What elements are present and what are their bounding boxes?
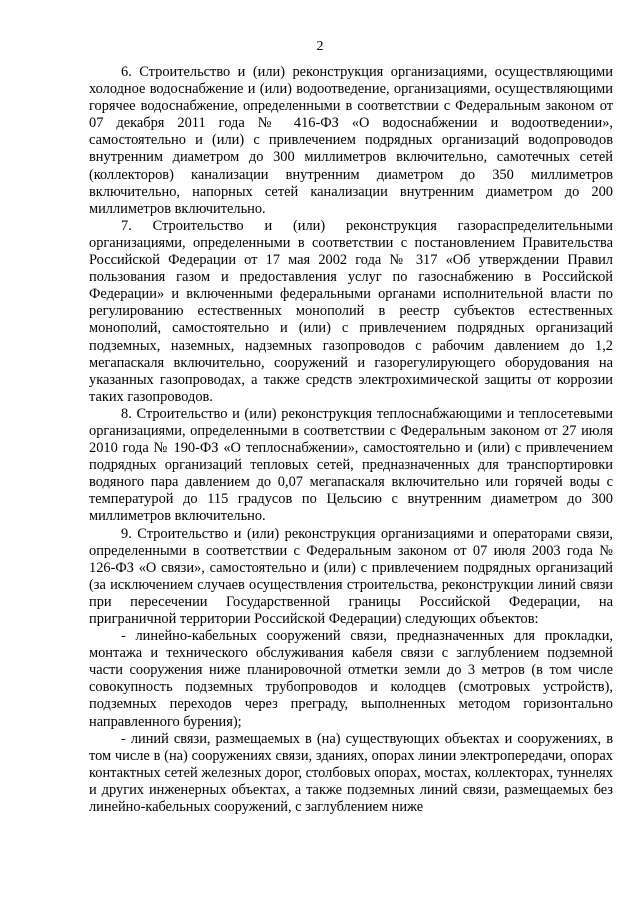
paragraph-item-9: 9. Строительство и (или) реконструкция организациями и операторами связи, определенными в соответствии с Федеральным законом от 07 июля 2003 года № 126-ФЗ «О связи», самостоятельно и (или) с привлечением подрядных организаций (за исключением случаев осуществления строительства, реконструкции линий связи при пересечении Государственной границы Российской Федерации, на приграничной территории Российской Федерации) следующих объектов: [89,525,613,627]
paragraph-item-8: 8. Строительство и (или) реконструкция теплоснабжающими и теплосетевыми организациями, определенными в соответствии с Федеральным законом от 27 июля 2010 года № 190-ФЗ «О теплоснабжении», самостоятельно и (или) с привлечением подрядных организаций тепловых сетей, предназначенных для транспортировки водяного пара давлением до 0,07 мегапаскаля включительно или горячей воды с температурой до 115 градусов по Цельсию с внутренним диаметром до 300 миллиметров включительно. [89,405,613,525]
paragraph-item-6: 6. Строительство и (или) реконструкция организациями, осуществляющими холодное водоснабжение и (или) водоотведение, организациями, осуществляющими горячее водоснабжение, определенными в соответствии с Федеральным законом от 07 декабря 2011 года № 416-ФЗ «О водоснабжении и водоотведении», самостоятельно и (или) с привлечением подрядных организаций водопроводов внутренним диаметром до 300 миллиметров включительно, самотечных сетей (коллекторов) канализации внутренним диаметром до 350 миллиметров включительно, напорных сетей канализации внутренним диаметром до 200 миллиметров включительно. [89,64,613,217]
document-body [89,64,613,816]
paragraph-item-7: 7. Строительство и (или) реконструкция газораспределительными организациями, определенными в соответствии с постановлением Правительства Российской Федерации от 17 мая 2002 года № 317 «Об утверждении Правил пользования газом и предоставления услуг по газоснабжению в Российской Федерации» и включенными федеральными органами исполнительной власти по регулированию естественных монополий в реестр субъектов естественных монополий, самостоятельно и (или) с привлечением подрядных организаций подземных, наземных, надземных газопроводов с рабочим давлением до 1,2 мегапаскаля включительно, сооружений и газорегулирующего оборудования на указанных газопроводах, а также средств электрохимической защиты от коррозии таких газопроводов. [89,217,613,405]
list-item-cable-structures: - линейно-кабельных сооружений связи, предназначенных для прокладки, монтажа и технического обслуживания кабеля связи с заглублением подземной части сооружения ниже планировочной отметки земли до 3 метров (в том числе совокупность подземных трубопроводов и колодцев (смотровых устройств), подземных переходов через преграду, выполненных методом горизонтально направленного бурения); [89,628,613,730]
page-number: 2 [316,39,324,54]
list-item-communication-lines: - линий связи, размещаемых в (на) существующих объектах и сооружениях, в том числе в (на) сооружениях связи, зданиях, опорах линии электропередачи, опорах контактных сетей железных дорог, столбовых опорах, мостах, коллекторах, туннелях и других инженерных объектах, а также подземных линий связи, размещаемых без линейно-кабельных сооружений, с заглублением ниже [89,730,613,816]
